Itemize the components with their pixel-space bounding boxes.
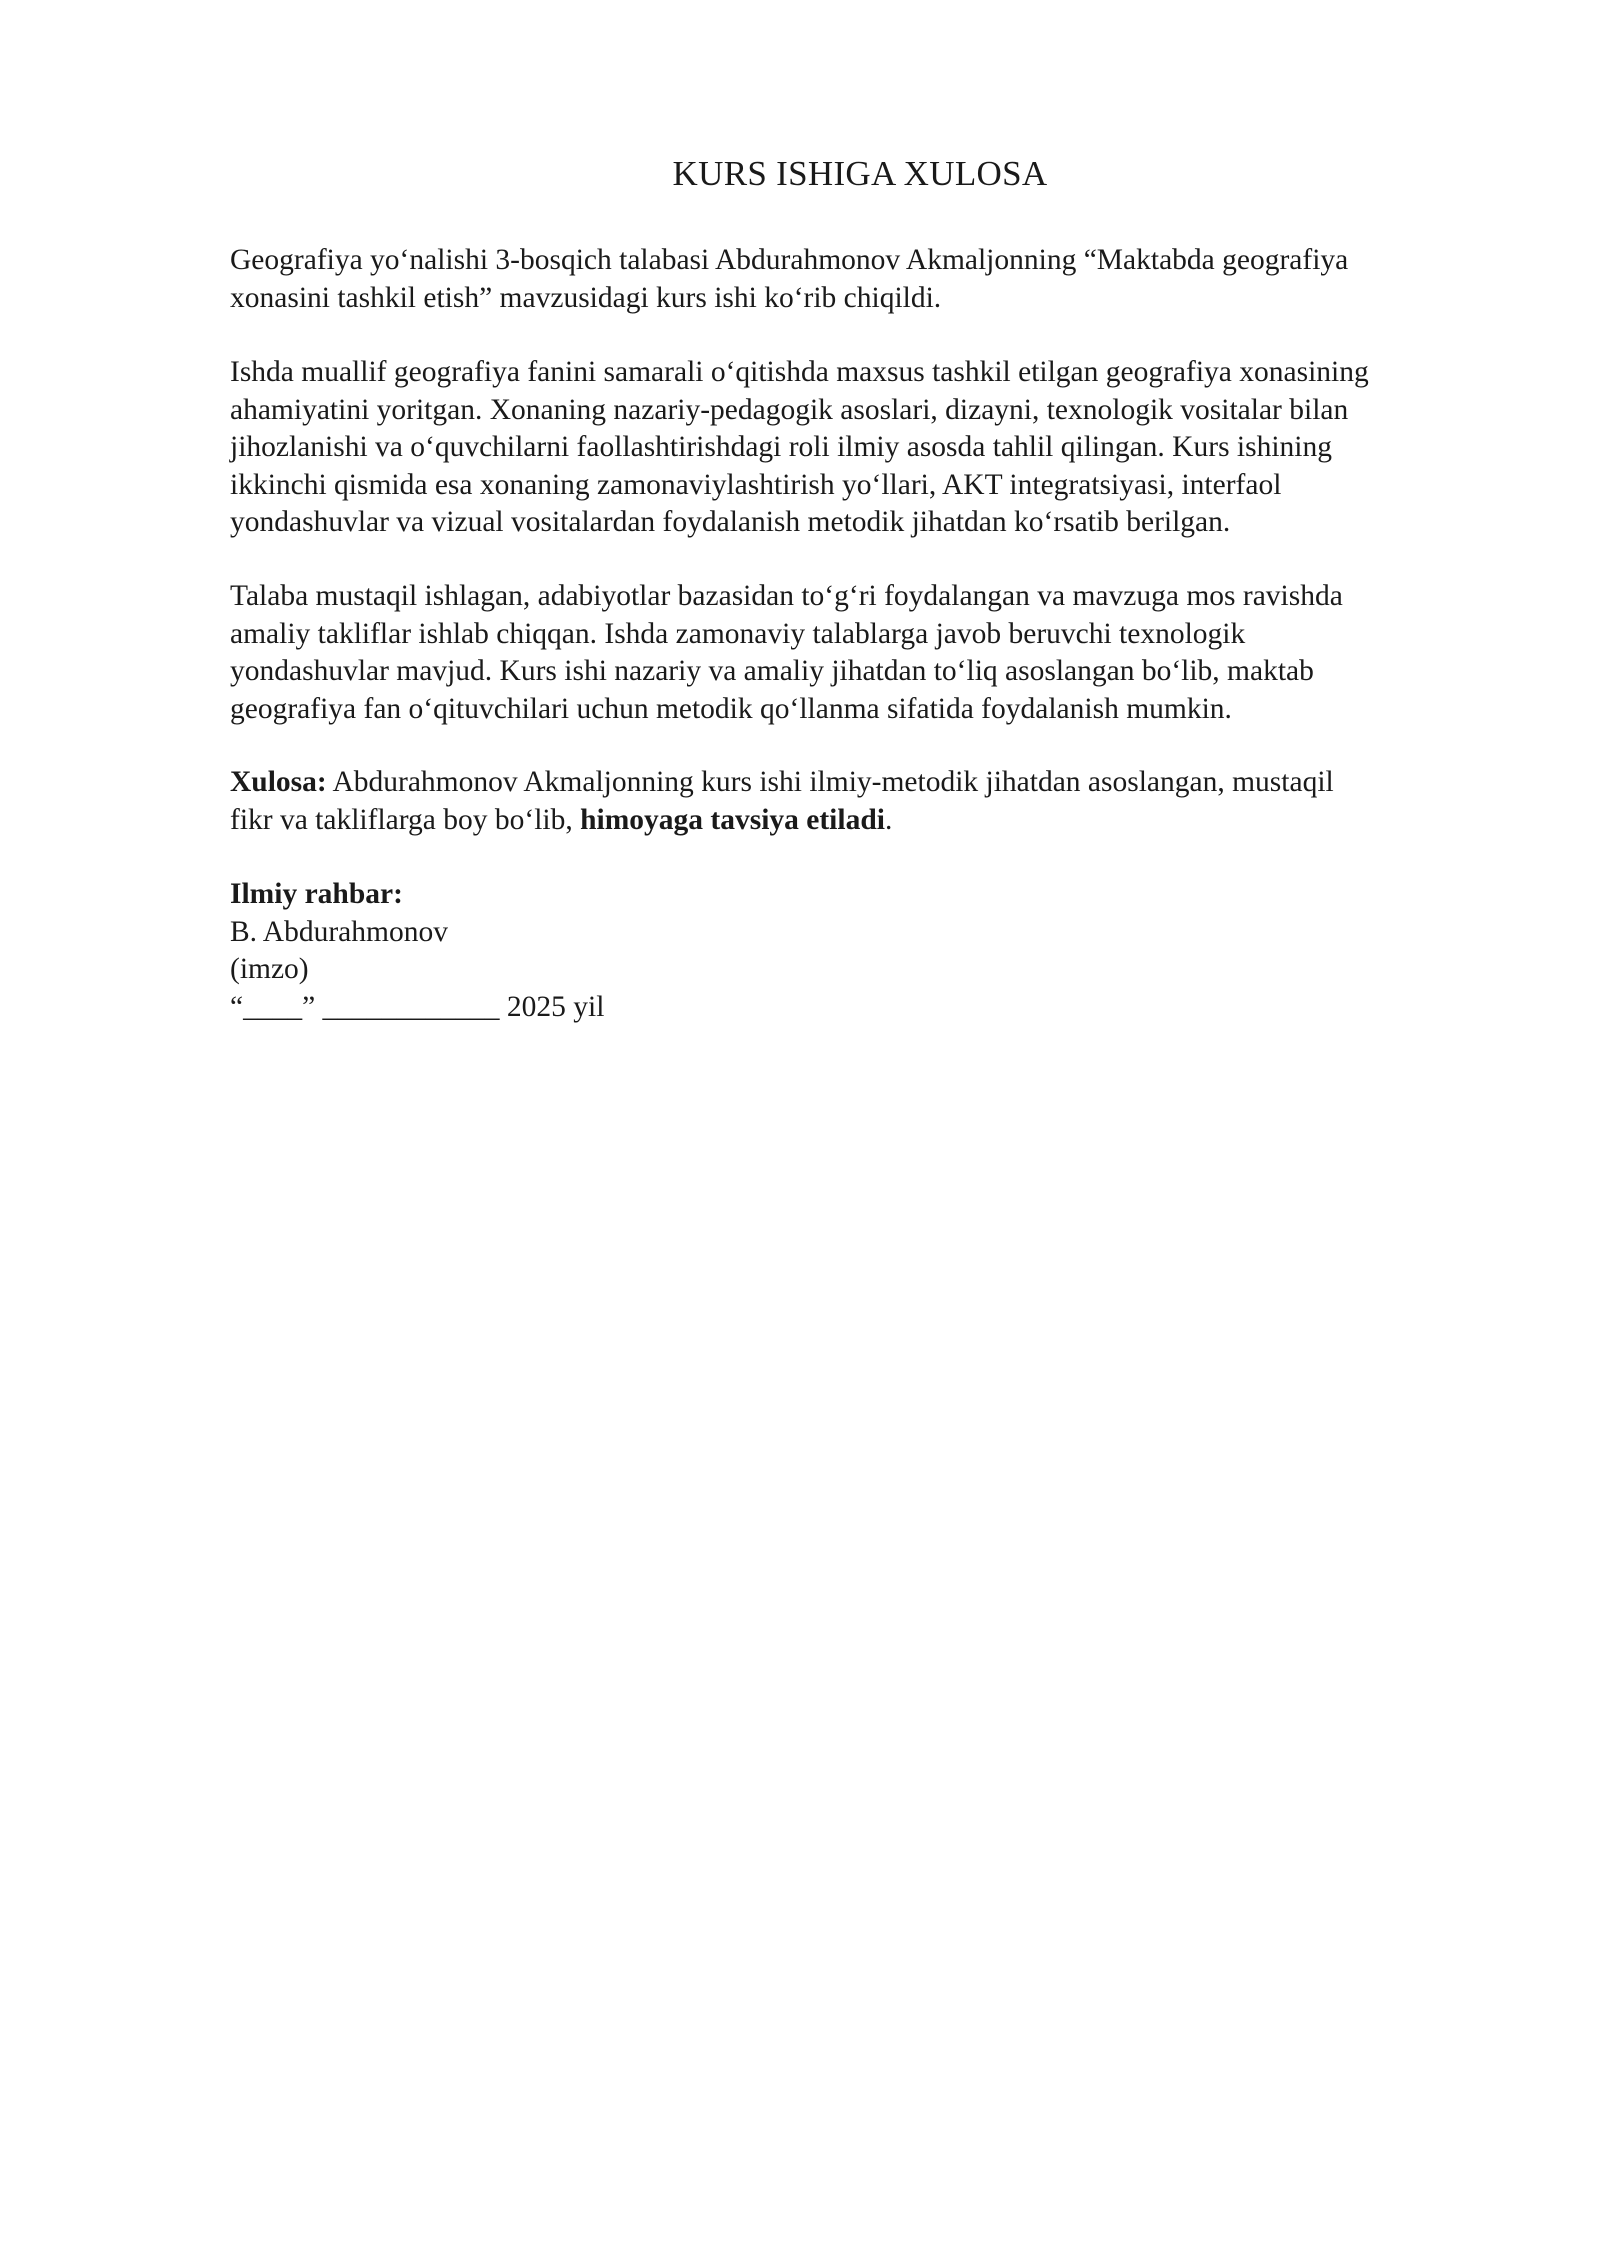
date-line: “____” ____________ 2025 yil xyxy=(230,990,605,1023)
recommendation-text: himoyaga tavsiya etiladi xyxy=(580,803,885,836)
evaluation-paragraph xyxy=(230,578,1490,728)
signature-block xyxy=(230,876,1490,1026)
analysis-paragraph xyxy=(230,354,1490,542)
conclusion-line-1 xyxy=(230,764,1490,802)
supervisor-label: Ilmiy rahbar: xyxy=(230,878,403,910)
text-line: geografiya fan oʻqituvchilari uchun metodik qoʻllanma sifatida foydalanish mumkin. xyxy=(230,692,1232,725)
supervisor-name: B. Abdurahmonov xyxy=(230,915,448,948)
document-title: KURS ISHIGA XULOSA xyxy=(672,154,1048,193)
text-line: xonasini tashkil etish” mavzusidagi kurs ishi koʻrib chiqildi. xyxy=(230,281,942,314)
text-line: ikkinchi qismida esa xonaning zamonaviylashtirish yoʻllari, AKT integratsiyasi, interfaol xyxy=(230,468,1282,501)
conclusion-label: Xulosa: xyxy=(230,766,327,798)
text-line: ahamiyatini yoritgan. Xonaning nazariy-pedagogik asoslari, dizayni, texnologik vositalar bilan xyxy=(230,393,1349,426)
text-line: Geografiya yoʻnalishi 3-bosqich talabasi Abdurahmonov Akmaljonning “Maktabda geografiya xyxy=(230,244,1349,276)
text-line: yondashuvlar va vizual vositalardan foydalanish metodik jihatdan koʻrsatib berilgan. xyxy=(230,506,1231,538)
conclusion-paragraph xyxy=(230,764,1490,839)
text-line: Ishda muallif geografiya fanini samarali oʻqitishda maxsus tashkil etilgan geografiya xonasining xyxy=(230,356,1369,388)
text-line: yondashuvlar mavjud. Kurs ishi nazariy va amaliy jihatdan toʻliq asoslangan boʻlib, maktab xyxy=(230,655,1314,687)
text-line: amaliy takliflar ishlab chiqqan. Ishda zamonaviy talablarga javob beruvchi texnologik xyxy=(230,617,1246,650)
conclusion-text-end: . xyxy=(884,803,893,836)
signature-placeholder: (imzo) xyxy=(230,953,309,985)
text-line: jihozlanishi va oʻquvchilarni faollashtirishdagi roli ilmiy asosda tahlil qilingan. Kurs ishining xyxy=(230,431,1332,463)
text-line: Talaba mustaqil ishlagan, adabiyotlar bazasidan toʻgʻri foydalangan va mavzuga mos ravishda xyxy=(230,580,1343,612)
conclusion-text: Abdurahmonov Akmaljonning kurs ishi ilmiy-metodik jihatdan asoslangan, mustaqil xyxy=(326,766,1334,798)
intro-paragraph xyxy=(230,242,1490,317)
conclusion-text-start: fikr va takliflarga boy boʻlib, xyxy=(230,803,581,836)
conclusion-line-2 xyxy=(230,802,1490,840)
